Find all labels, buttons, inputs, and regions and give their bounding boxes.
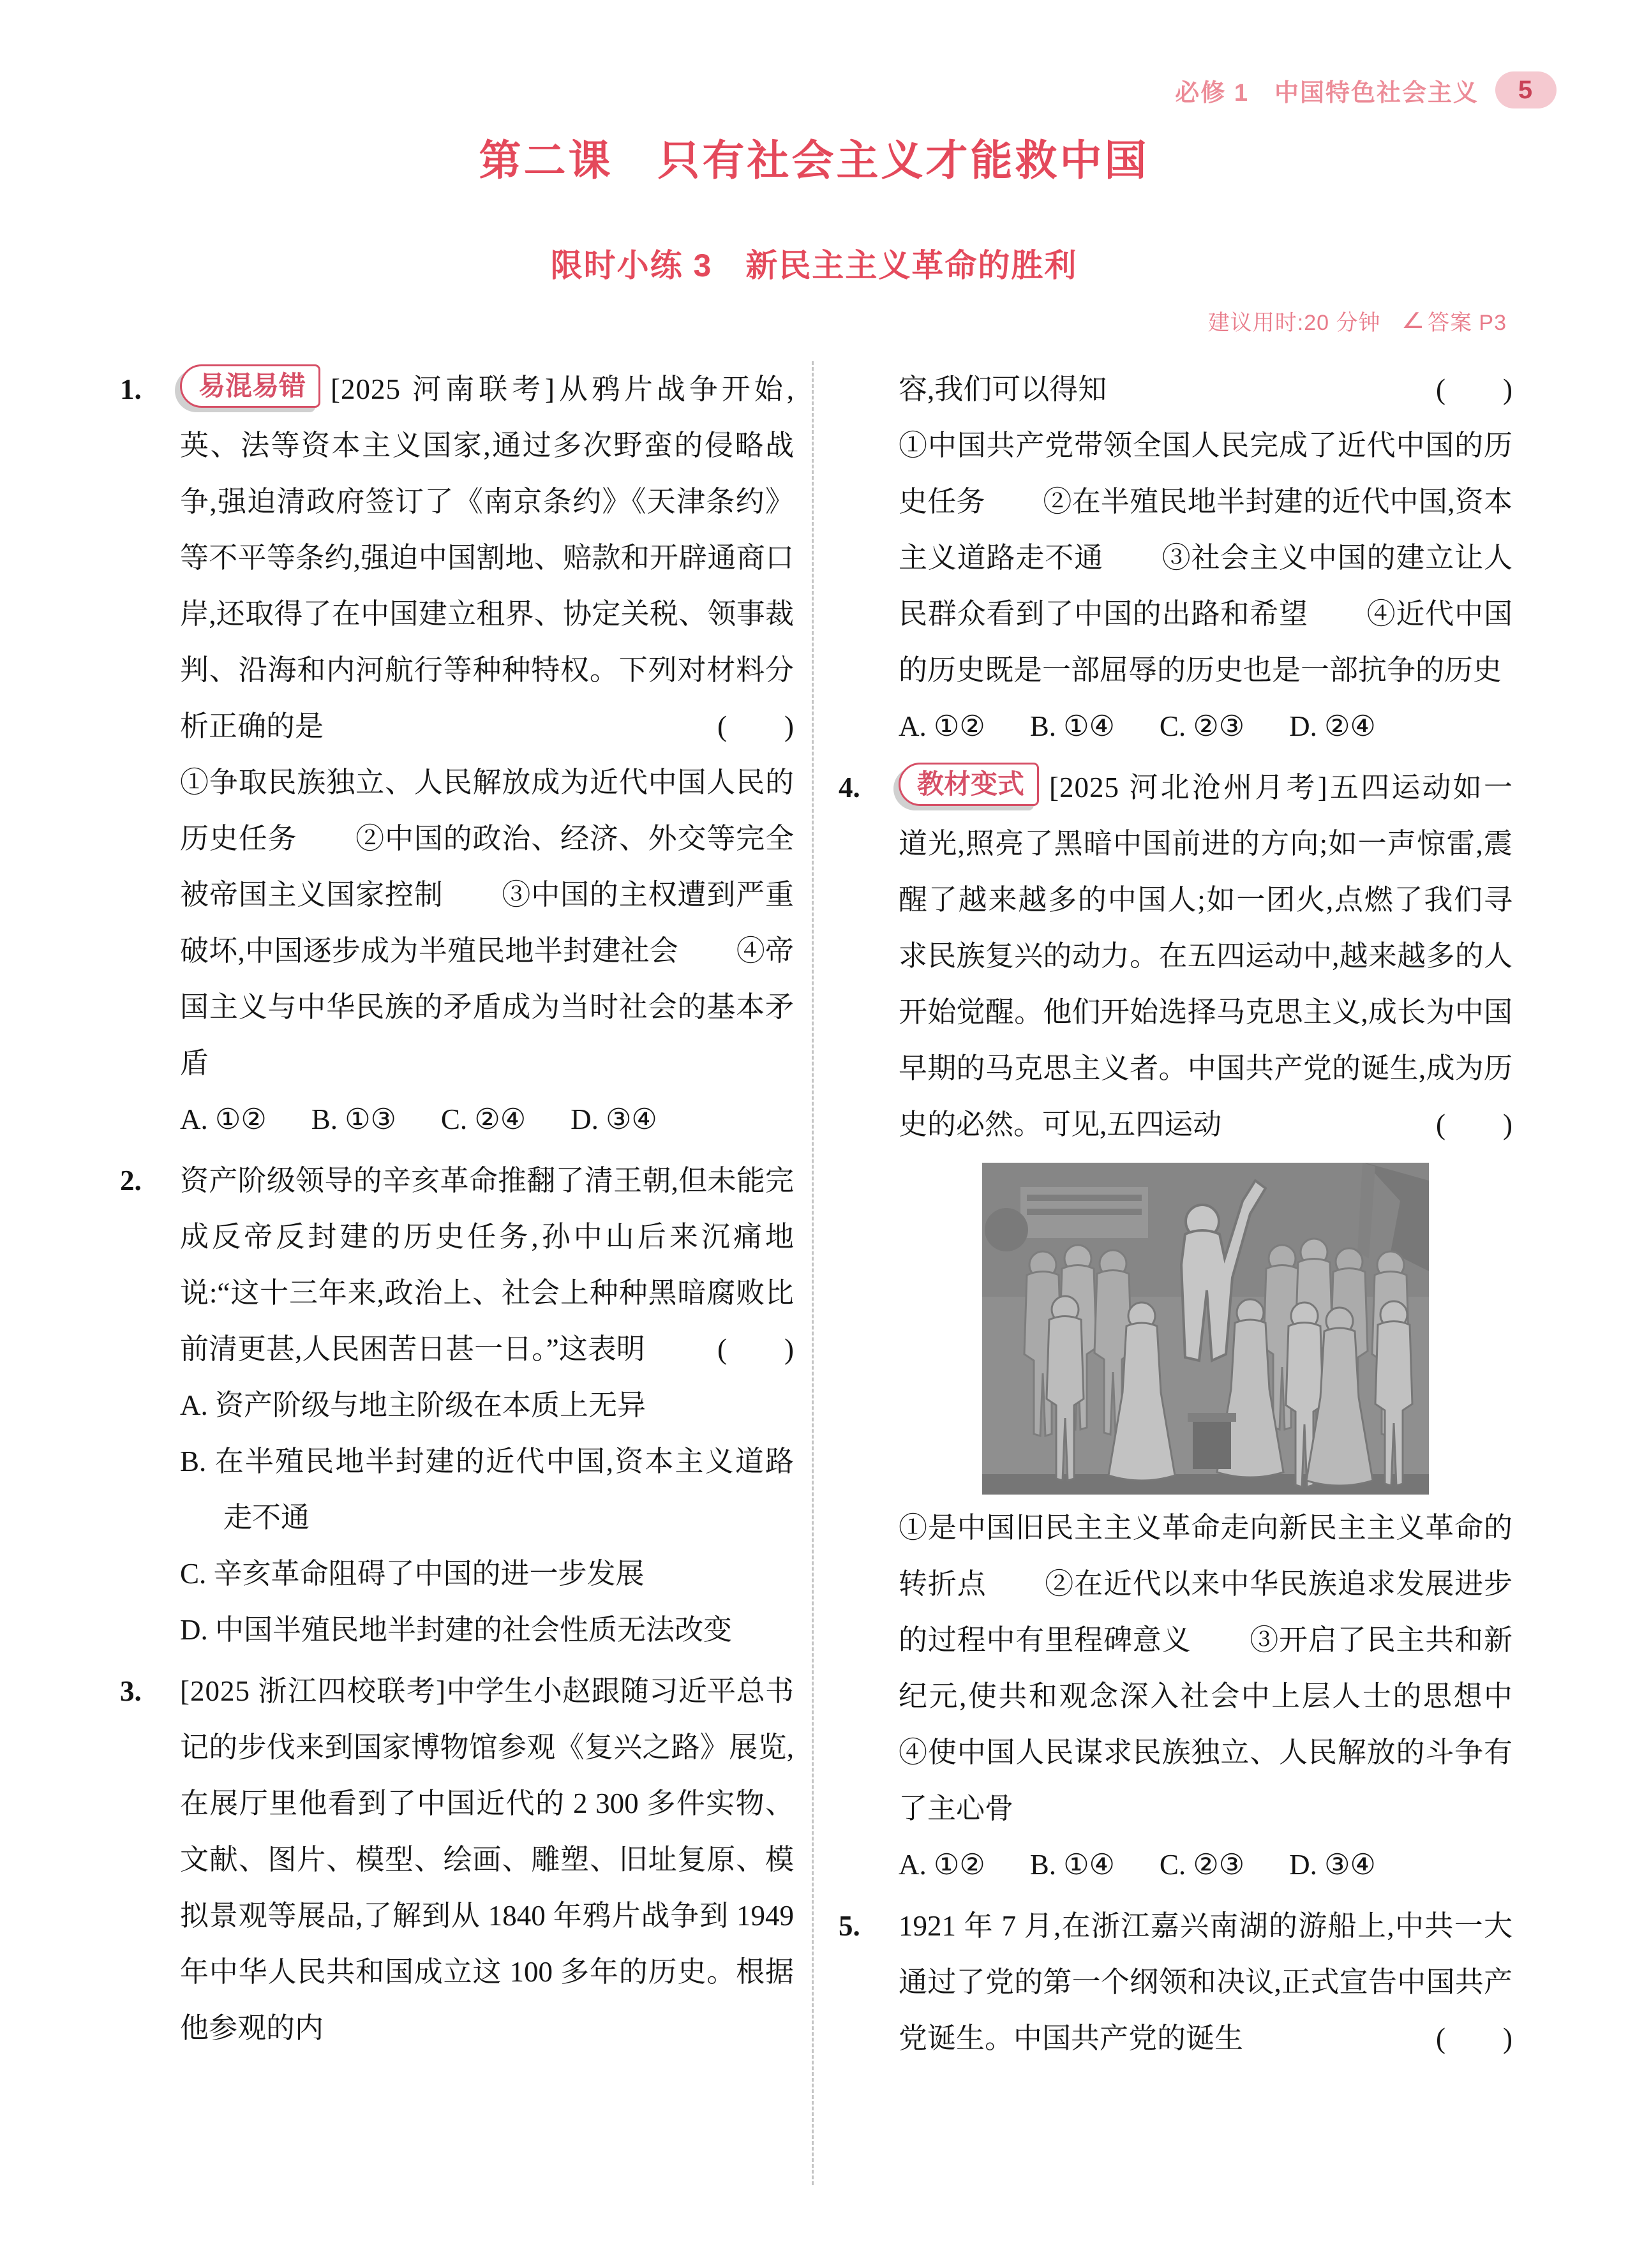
- option-d: [180, 1602, 794, 1658]
- question-4: [839, 759, 1571, 1893]
- option-d-text: ③④: [606, 1103, 657, 1135]
- option-a-text: 资产阶级与地主阶级在本质上无异: [215, 1389, 646, 1421]
- option-a-label: A.: [899, 1849, 927, 1881]
- option-a: [180, 1377, 794, 1433]
- question-2-number: 2.: [120, 1165, 142, 1197]
- question-3-source: [2025 浙江四校联考]: [180, 1675, 447, 1707]
- question-4-items: ①是中国旧民主主义革命走向新民主主义革命的转折点 ②在近代以来中华民族追求发展进步的过程中有里程碑意义 ③开启了民主共和新纪元,使共和观念深入社会中上层人士的思想中 ④使中国人民谋求民族独立、人民解放的斗争有了主心骨: [899, 1512, 1571, 1824]
- question-2-paren: ( ): [717, 1333, 794, 1365]
- option-b: [1030, 698, 1115, 754]
- option-d-label: D.: [180, 1614, 208, 1646]
- option-d: [571, 1091, 657, 1147]
- column-divider: [812, 361, 814, 2185]
- option-b-label: B.: [311, 1103, 338, 1135]
- question-3-items: ①中国共产党带领全国人民完成了近代中国的历史任务 ②在半殖民地半封建的近代中国,资本主义道路走不通 ③社会主义中国的建立让人民群众看到了中国的出路和希望 ④近代中国的历史既是一部屈辱的历史也是一部抗争的历史: [899, 429, 1512, 686]
- header-course: 必修 1: [1175, 79, 1249, 107]
- question-4-number: 4.: [839, 772, 860, 803]
- option-d-text: 中国半殖民地半封建的社会性质无法改变: [215, 1614, 733, 1646]
- option-b-text: ①④: [1063, 1849, 1115, 1881]
- option-b: [1030, 1837, 1115, 1893]
- option-d-label: D.: [1289, 710, 1317, 742]
- question-1-items: ①争取民族独立、人民解放成为近代中国人民的历史任务 ②中国的政治、经济、外交等完全被帝国主义国家控制 ③中国的主权遭到严重破坏,中国逐步成为半殖民地半封建社会 ④帝国主义与中华民族的矛盾成为当时社会的基本矛盾: [180, 766, 794, 1079]
- option-b-text: ①④: [1063, 710, 1115, 742]
- meta-line: [1208, 305, 1507, 336]
- option-d: [1289, 1837, 1376, 1893]
- option-d-text: ③④: [1324, 1849, 1376, 1881]
- question-3-paren: ( ): [1436, 373, 1512, 405]
- question-5-paren: ( ): [1436, 2022, 1512, 2054]
- option-c-label: C.: [1159, 710, 1186, 742]
- option-c: [441, 1091, 526, 1147]
- question-3-text: 中学生小赵跟随习近平总书记的步伐来到国家博物馆参观《复兴之路》展览,在展厅里他看到了中国近代的 2 300 多件实物、文献、图片、模型、绘画、雕塑、旧址复原、模拟景观等展品,了解到从 1840 年鸦片战争到 1949 年中华人民共和国成立这 100 多年的历史。根据他参观的内: [180, 1675, 794, 2044]
- sculpture-image: [982, 1163, 1429, 1495]
- may-fourth-relief-svg: [982, 1163, 1429, 1495]
- option-d-label: D.: [571, 1103, 599, 1135]
- question-5: [839, 1898, 1512, 2066]
- option-b: [180, 1433, 794, 1546]
- option-b: [311, 1091, 396, 1147]
- question-3-cont-stem: [899, 361, 1512, 417]
- option-a: [180, 1091, 267, 1147]
- question-1-text: 从鸦片战争开始,英、法等资本主义国家,通过多次野蛮的侵略战争,强迫清政府签订了《南京条约》《天津条约》等不平等条约,强迫中国割地、赔款和开辟通商口岸,还取得了在中国建立租界、协定关税、领事裁判、沿海和内河航行等种种特权。下列对材料分析正确的是: [180, 373, 794, 742]
- question-3-cont-text: 容,我们可以得知: [899, 373, 1107, 405]
- option-c-label: C.: [180, 1558, 207, 1590]
- option-d-text: ②④: [1324, 710, 1376, 742]
- option-c: [1160, 1837, 1244, 1893]
- option-c-label: C.: [1159, 1849, 1186, 1881]
- option-c-text: ②④: [474, 1103, 526, 1135]
- option-a: [899, 698, 985, 754]
- option-d-label: D.: [1289, 1849, 1317, 1881]
- option-a-text: ①②: [934, 710, 985, 742]
- page-header: [1175, 71, 1557, 108]
- question-5-number: 5.: [839, 1910, 860, 1942]
- question-1-paren: ( ): [717, 710, 794, 742]
- option-c: [180, 1546, 794, 1602]
- question-4-source: [2025 河北沧州月考]: [1049, 772, 1328, 803]
- answer-angle-icon: ∠: [1401, 308, 1426, 333]
- option-b-label: B.: [1029, 710, 1056, 742]
- option-b-text: 在半殖民地半封建的近代中国,资本主义道路走不通: [214, 1445, 794, 1533]
- option-c-label: C.: [440, 1103, 468, 1135]
- question-1: [120, 361, 794, 1147]
- option-a-text: ①②: [934, 1849, 985, 1881]
- question-2-stem: [180, 1153, 794, 1377]
- question-5-stem: [899, 1898, 1512, 2066]
- tag-badge-yihun: 易混易错: [180, 364, 320, 408]
- question-1-stem: [180, 361, 794, 754]
- question-4-options: [899, 1837, 1512, 1893]
- suggested-time: 建议用时:20 分钟: [1207, 311, 1381, 335]
- option-c-text: ②③: [1193, 710, 1245, 742]
- option-b-label: B.: [180, 1445, 207, 1477]
- answer-ref: [1403, 305, 1507, 336]
- question-3-stem: [180, 1663, 794, 2056]
- option-a-label: A.: [899, 710, 927, 742]
- question-4-text: 五四运动如一道光,照亮了黑暗中国前进的方向;如一声惊雷,震醒了越来越多的中国人;如一团火,点燃了我们寻求民族复兴的动力。在五四运动中,越来越多的人开始觉醒。他们开始选择马克思主义,成长为中国早期的马克思主义者。中国共产党的诞生,成为历史的必然。可见,五四运动: [899, 772, 1512, 1140]
- option-c-text: 辛亥革命阻碍了中国的进一步发展: [213, 1558, 645, 1590]
- left-column: [120, 361, 794, 2056]
- question-2: [120, 1153, 794, 1658]
- tag-badge-jiaocai: 教材变式: [899, 763, 1039, 806]
- question-3: [120, 1663, 794, 2056]
- question-2-text: 资产阶级领导的辛亥革命推翻了清王朝,但未能完成反帝反封建的历史任务,孙中山后来沉痛地说:“这十三年来,政治上、社会上种种黑暗腐败比前清更甚,人民困苦日甚一日。”这表明: [180, 1165, 794, 1365]
- option-b-label: B.: [1029, 1849, 1056, 1881]
- question-3-options: [899, 698, 1512, 754]
- question-1-options: [180, 1091, 794, 1147]
- option-a-text: ①②: [215, 1103, 267, 1135]
- answer-page: 答案 P3: [1427, 311, 1507, 335]
- question-4-stem: [899, 759, 1512, 1153]
- option-a-label: A.: [180, 1389, 208, 1421]
- question-1-number: 1.: [120, 373, 142, 405]
- option-a: [899, 1837, 985, 1893]
- question-5-text: 1921 年 7 月,在浙江嘉兴南湖的游船上,中共一大通过了党的第一个纲领和决议,正式宣告中国共产党诞生。中国共产党的诞生: [899, 1910, 1512, 2054]
- option-d: [1289, 698, 1376, 754]
- option-a-label: A.: [180, 1103, 208, 1135]
- right-column: [839, 361, 1571, 2066]
- option-c: [1160, 698, 1244, 754]
- page-title: 第二课 只有社会主义才能救中国: [479, 137, 1149, 184]
- header-subject: 中国特色社会主义: [1274, 79, 1479, 107]
- section-title: 限时小练 3 新民主主义革命的胜利: [550, 248, 1078, 283]
- question-3-number: 3.: [120, 1675, 142, 1707]
- question-1-source: [2025 河南联考]: [331, 373, 556, 405]
- question-4-paren: ( ): [1436, 1108, 1512, 1140]
- question-3-continued: [839, 361, 1512, 754]
- option-c-text: ②③: [1193, 1849, 1245, 1881]
- option-b-text: ①③: [345, 1103, 396, 1135]
- page-number-badge: 5: [1495, 71, 1557, 108]
